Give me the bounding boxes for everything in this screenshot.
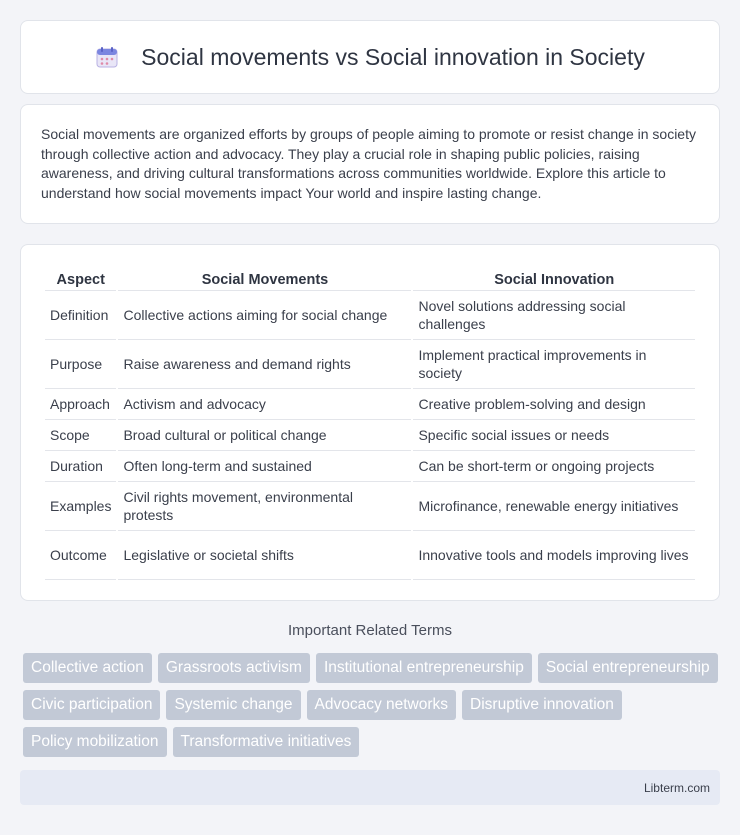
calendar-icon xyxy=(95,45,119,69)
row-social-movements: Civil rights movement, environmental protests xyxy=(118,482,411,531)
related-term-tag[interactable]: Systemic change xyxy=(166,690,300,720)
row-aspect: Purpose xyxy=(45,340,116,389)
related-terms-title: Important Related Terms xyxy=(288,622,452,639)
row-social-innovation: Creative problem-solving and design xyxy=(413,389,695,420)
related-term-tag[interactable]: Social entrepreneurship xyxy=(538,653,718,683)
table-row xyxy=(45,531,695,580)
row-social-movements: Activism and advocacy xyxy=(118,389,411,420)
row-social-movements: Often long-term and sustained xyxy=(118,451,411,482)
footer-site-link[interactable]: Libterm.com xyxy=(643,781,710,795)
row-aspect: Duration xyxy=(45,451,116,482)
page-title: Social movements vs Social innovation in Society xyxy=(141,43,645,70)
intro-card xyxy=(20,104,720,224)
table-row xyxy=(45,420,695,451)
related-term-tag[interactable]: Collective action xyxy=(23,653,152,683)
comparison-card xyxy=(20,244,720,601)
row-aspect: Definition xyxy=(45,291,116,340)
table-header-row xyxy=(45,265,695,291)
header-social-movements: Social Movements xyxy=(118,265,411,291)
table-row xyxy=(45,451,695,482)
row-social-innovation: Implement practical improvements in society xyxy=(413,340,695,389)
related-term-tag[interactable]: Disruptive innovation xyxy=(462,690,622,720)
row-social-innovation: Novel solutions addressing social challenges xyxy=(413,291,695,340)
related-term-tag[interactable]: Transformative initiatives xyxy=(173,727,360,757)
related-term-tag[interactable]: Policy mobilization xyxy=(23,727,167,757)
row-social-innovation: Specific social issues or needs xyxy=(413,420,695,451)
table-row xyxy=(45,340,695,389)
footer xyxy=(20,770,720,805)
table-row xyxy=(45,291,695,340)
table-row xyxy=(45,389,695,420)
row-aspect: Scope xyxy=(45,420,116,451)
related-terms-list xyxy=(23,653,723,757)
table-row xyxy=(45,482,695,531)
comparison-table xyxy=(43,265,697,580)
related-term-tag[interactable]: Institutional entrepreneurship xyxy=(316,653,532,683)
row-social-movements: Legislative or societal shifts xyxy=(118,531,411,580)
row-aspect: Examples xyxy=(45,482,116,531)
related-term-tag[interactable]: Grassroots activism xyxy=(158,653,310,683)
row-social-movements: Raise awareness and demand rights xyxy=(118,340,411,389)
intro-text: Social movements are organized efforts by groups of people aiming to promote or resist change in society through collective action and advocacy. They play a crucial role in shaping public policies, raising awareness, and driving cultural transformations across communities worldwide. Explore this article to understand how social movements impact Your world and inspire lasting change. xyxy=(41,126,696,201)
related-term-tag[interactable]: Advocacy networks xyxy=(307,690,457,720)
row-social-innovation: Can be short-term or ongoing projects xyxy=(413,451,695,482)
row-aspect: Approach xyxy=(45,389,116,420)
row-aspect: Outcome xyxy=(45,531,116,580)
related-term-tag[interactable]: Civic participation xyxy=(23,690,160,720)
row-social-innovation: Innovative tools and models improving lives xyxy=(413,531,695,580)
header-social-innovation: Social Innovation xyxy=(413,265,695,291)
header-aspect: Aspect xyxy=(45,265,116,291)
row-social-movements: Collective actions aiming for social change xyxy=(118,291,411,340)
row-social-innovation: Microfinance, renewable energy initiatives xyxy=(413,482,695,531)
row-social-movements: Broad cultural or political change xyxy=(118,420,411,451)
header-card xyxy=(20,20,720,94)
